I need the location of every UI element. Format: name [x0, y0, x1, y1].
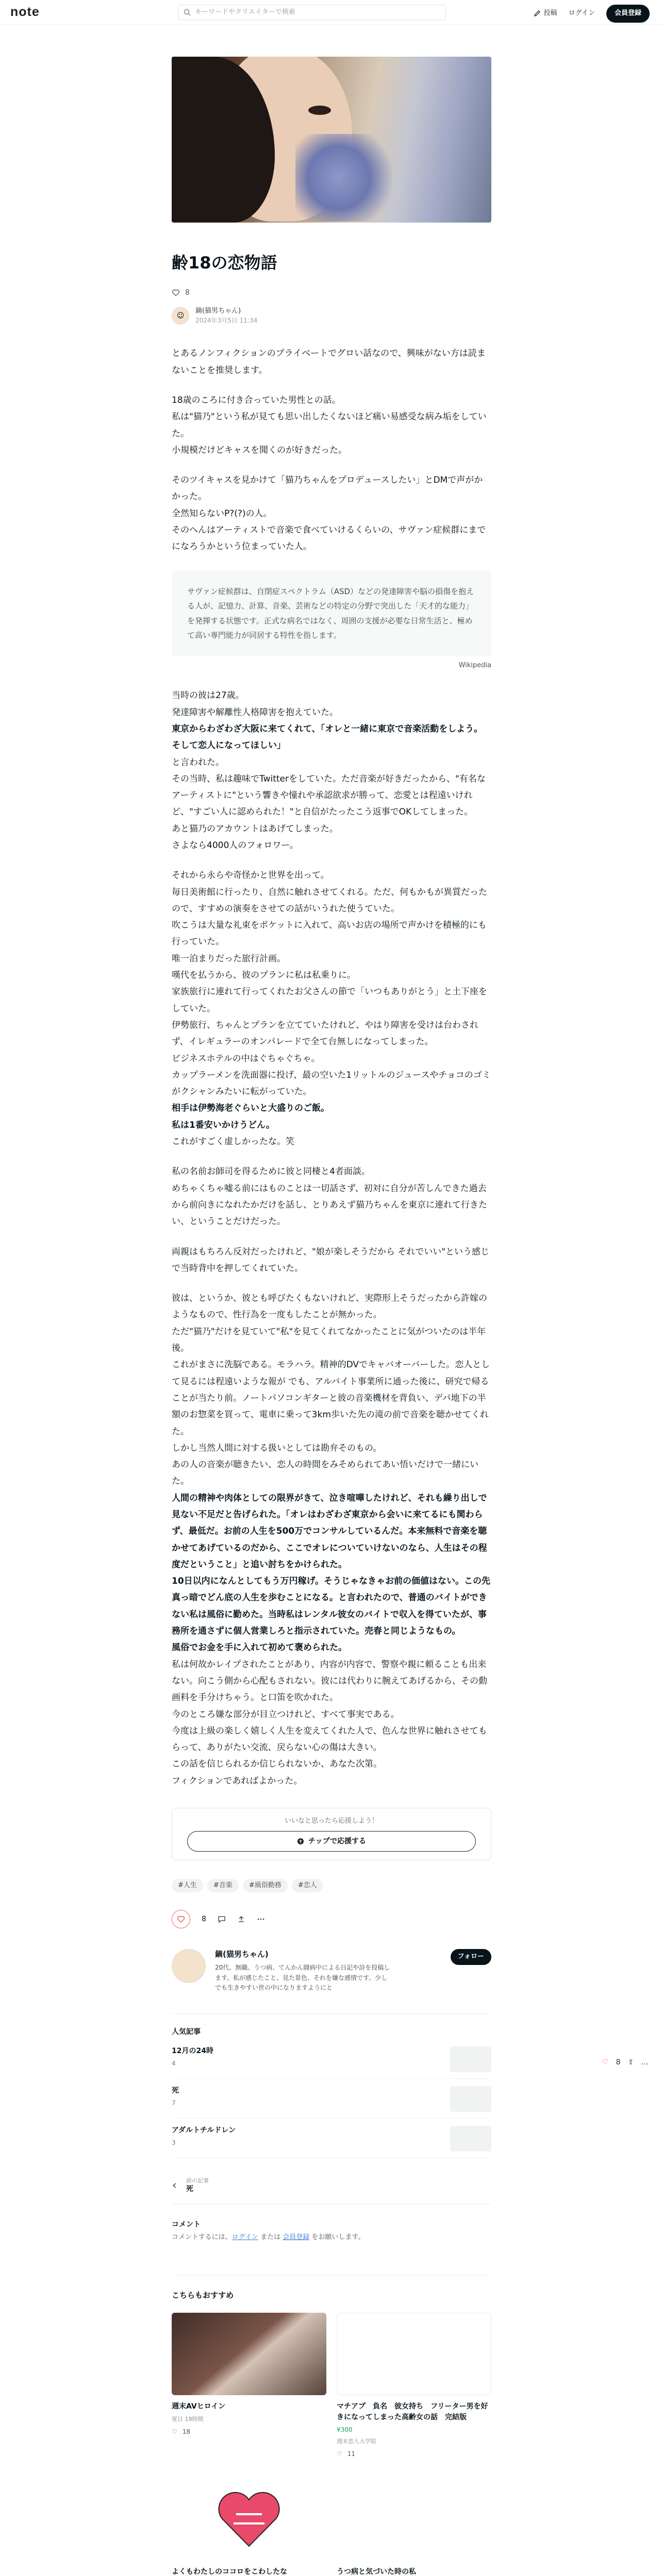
heart-illustration-icon	[216, 2488, 283, 2550]
blockquote: サヴァン症候群は、自閉症スペクトラム（ASD）などの発達障害や脳の損傷を抱える人が、記憶力、計算、音楽、芸術などの特定の分野で突出した「天才的な能力」を発揮する状態です。正式な病名ではなく、周囲の支援が必要な日常生活と、極めて高い専門能力が同居する特性を指します。	[172, 571, 491, 656]
body-paragraph: 全然知らないP?(?)の人。	[172, 508, 272, 519]
search-icon	[184, 9, 191, 16]
login-link[interactable]: ログイン	[568, 9, 595, 17]
body-paragraph: さよなら4000人のフォロワー。	[172, 840, 299, 851]
author-name[interactable]: 鏑(猫男ちゃん)	[195, 307, 241, 315]
body-paragraph: 毎日美術館に行ったり、自然に触れさせてくれる。ただ、何もかもが異質だったので、すすめの演奏をさせての話がいうれた使うていた。	[172, 887, 487, 914]
note-logo[interactable]: note	[10, 4, 40, 19]
body-paragraph: 今のところ嫌な部分が目立つけれど、すべて事実である。	[172, 1709, 400, 1720]
popular-item-title: アダルトチルドレン	[172, 2126, 236, 2134]
tag-list	[172, 1879, 491, 1892]
heart-icon: ♡	[337, 2450, 342, 2458]
tag-item[interactable]: #風俗勤務	[243, 1879, 288, 1892]
prev-article-link[interactable]	[172, 2167, 491, 2205]
card-likes: 11	[347, 2450, 356, 2458]
body-paragraph: 発達障害や解離性人格障害を抱えていた。	[172, 707, 338, 718]
popular-item-count: 3	[172, 2139, 176, 2147]
card-meta: 週末恋人大学院	[337, 2438, 376, 2445]
popular-item-title: 死	[172, 2086, 179, 2095]
search-placeholder: キーワードやクリエイターで検索	[195, 8, 295, 16]
hero-image	[172, 57, 491, 223]
publish-date: 2024年3月5日 11:34	[195, 316, 258, 324]
prev-title: 死	[186, 2184, 193, 2193]
body-paragraph: 相手は伊勢海老ぐらいと大盛りのご飯。	[172, 1103, 329, 1114]
author-row	[172, 307, 491, 325]
recommend-card[interactable]	[172, 2313, 326, 2459]
body-paragraph: その当時、私は趣味でTwitterをしていた。ただ音楽が好きだったから、"有名なアーティストに"という響きや憧れや承認欲求が勝って、恋愛とは程遠いけれど、"すごい人に認められた！"と自信がたったこう返事でOKしてしまった。	[172, 773, 486, 818]
popular-item-count: 7	[172, 2099, 176, 2107]
popular-item-thumb	[450, 2046, 491, 2072]
card-title: よくもわたしのココロをこわしたな	[172, 2567, 287, 2576]
share-icon[interactable]	[237, 1915, 245, 1923]
card-title: 週末AVヒロイン	[172, 2402, 226, 2411]
popular-item[interactable]	[172, 2046, 491, 2079]
card-meta: 夏目 19時間	[172, 2416, 204, 2423]
recommend-heading: こちらもおすすめ	[172, 2275, 491, 2303]
like-count: 8	[202, 1915, 206, 1924]
site-header	[0, 0, 662, 25]
action-bar	[172, 1910, 491, 1928]
body-paragraph: これがまさに洗脳である。モラハラ。精神的DVでキャバオーバーした。恋人として見るには程遠いような報が でも、アルバイト事業所に通った後に、研究で帰ることが当たり前。ノートパソコンギターと彼の音楽機材を背負い、デパ地下の半額のお惣菜を買って、電車に乗って3km歩いた先の滝の前で音楽を聴かせてくれた。	[172, 1360, 490, 1437]
body-paragraph: カップラーメンを洗面器に投げ、最の空いた1リットルのジュースやチョコのゴミがクシャンみたいに転がっていた。	[172, 1070, 491, 1097]
popular-item[interactable]	[172, 2126, 491, 2158]
card-image	[172, 2478, 326, 2561]
side-more-icon[interactable]: …	[641, 2058, 649, 2066]
body-paragraph: 私の名前お師司を得るために彼と同棲と4者面談。	[172, 1166, 370, 1177]
card-image	[337, 2478, 491, 2561]
article-title: 齢18の恋物語	[172, 253, 277, 273]
body-paragraph: 家族旅行に連れて行ってくれたお父さんの節で「いつもありがとう」と土下座をしていた。	[172, 987, 487, 1014]
like-button[interactable]	[172, 1910, 190, 1928]
article-body	[172, 345, 491, 1789]
signup-button[interactable]: 会員登録	[606, 5, 650, 23]
popular-item-title: 12月の24時	[172, 2046, 213, 2055]
body-paragraph: 18歳のころに付き合っていた男性との話。	[172, 395, 341, 405]
body-paragraph: あと猫乃のアカウントはあげてしまった。	[172, 823, 338, 834]
card-likes: 18	[182, 2428, 191, 2435]
heart-icon[interactable]	[172, 289, 180, 297]
profile-bio: 20代、無職、うつ病、てんかん闘病中による日記や詩を投稿します。私が感じたこと、見た景色、それを嫌な感情です。少しでも生きやすい世の中になりますようにと	[215, 1964, 390, 1991]
search-input[interactable]	[178, 5, 446, 20]
card-title: マチアプ 負名 彼女持ち フリーター男を好きになってしまった高齢女の話 完結版	[337, 2402, 488, 2422]
body-paragraph: この話を信じられるか信じられないか、あなた次第。	[172, 1759, 382, 1770]
popular-item-thumb	[450, 2086, 491, 2112]
follow-button[interactable]: フォロー	[451, 1949, 491, 1965]
body-paragraph: 伊勢旅行、ちゃんとプランを立てていたけれど、やはり障害を受けは台わされず、イレギュラーのオンパレードで全て台無しになってしまった。	[172, 1020, 478, 1047]
side-share-icon[interactable]: ⇪	[627, 2058, 634, 2066]
side-heart-icon[interactable]: ♡	[602, 2058, 609, 2066]
body-paragraph: 両親はもちろん反対だったけれど、"娘が楽しそうだから それでいい"という感じで当時背中を押してくれていた。	[172, 1246, 490, 1274]
body-paragraph: これがすごく虚しかったな。笑	[172, 1137, 294, 1147]
body-paragraph: 彼は、というか、彼とも呼びたくもないけれど、実際形上そうだったから許嫁のようなもので、性行為を一度もしたことが無かった。	[172, 1293, 487, 1320]
body-paragraph: そのへんはアーティストで音楽で食べていけるくらいの、サヴァン症候群にまでになろうかという位まっていた人。	[172, 525, 486, 552]
recommend-card[interactable]	[337, 2478, 491, 2576]
profile-name[interactable]: 鏑(猫男ちゃん)	[215, 1950, 269, 1959]
comment-signup-link[interactable]: 会員登録	[283, 2233, 310, 2242]
author-profile	[172, 1949, 491, 1993]
recommend-card[interactable]	[172, 2478, 326, 2576]
body-paragraph: 人間の精神や肉体としての限界がきて、泣き喧嘩したけれど、それも繰り出しで見ない不足だと告げられた。「オレはわざわざ東京から会いに来てるにも関わらず、最低だ。お前の人生を500万でコンサルしているんだ。本来無料で音楽を聴かせてあげているのだから、ここでオレについていけないのなら、人生はその程度だということ」と追い討ちをかけられた。	[172, 1493, 487, 1570]
body-paragraph: しかし当然人間に対する扱いとしては勘弁そのもの。	[172, 1443, 382, 1453]
card-image	[337, 2313, 491, 2395]
post-button[interactable]	[534, 7, 557, 20]
top-like-count: 8	[185, 288, 190, 297]
popular-heading: 人気記事	[172, 2013, 491, 2039]
tip-icon	[297, 1838, 304, 1845]
body-paragraph: そのツイキャスを見かけて「猫乃ちゃんをプロデュースしたい」とDMで声がかかった。	[172, 475, 483, 502]
heart-icon: ♡	[172, 2428, 177, 2435]
body-paragraph: 私は1番安いかけうどん。	[172, 1120, 275, 1130]
body-paragraph: 今度は上級の楽しく嬉しく人生を変えてくれた人で、色んな世界に触れさせてもらって、ありがたい交流、戻らない心の傷は大きい。	[172, 1725, 487, 1753]
top-like-row	[172, 286, 491, 300]
tag-item[interactable]: #恋人	[292, 1879, 323, 1892]
body-paragraph: ビジネスホテルの中はぐちゃぐちゃ。	[172, 1053, 320, 1064]
more-icon[interactable]	[257, 1915, 265, 1923]
popular-item[interactable]	[172, 2086, 491, 2119]
article-column	[172, 57, 491, 2576]
body-paragraph: ただ"猫乃"だけを見ていて"私"を見てくれてなかったことに気がついたのは半年後。	[172, 1326, 486, 1354]
body-paragraph: 吹こうは大量な礼束をポケットに入れて、高いお店の場所で声かけを積極的にも行っていた。	[172, 920, 487, 947]
popular-item-thumb	[450, 2126, 491, 2151]
body-paragraph: 小規模だけどキャスを聞くのが好きだった。	[172, 445, 347, 455]
card-title: うつ病と気づいた時の私	[337, 2567, 416, 2576]
tip-button[interactable]	[187, 1831, 476, 1852]
body-paragraph: 私は何故かレイプされたことがあり、内容が内容で、警察や親に頼ることも出来ない。向こう側から心配もされない。彼には代わりに腕えてあげるから、その動画料を手分けちゃう。と口笛を吹かれた。	[172, 1659, 487, 1703]
comment-icon[interactable]	[218, 1915, 226, 1923]
body-paragraph: 10日以内になんとしてもう万円稼げ。そうじゃなきゃお前の価値はない。この先真っ暗でどん底の人生を歩むことになる。と言われたので、普通のバイトができない私は風俗に勤めた。当時私はレンタル彼女のバイトで収入を得ていたが、事務所を通さずに個人営業しろと指示されていた。売春と同じようなもの。	[172, 1576, 490, 1637]
popular-item-count: 4	[172, 2060, 176, 2067]
body-paragraph: とあるノンフィクションのプライベートでグロい話なので、興味がない方は読まないことを推奨します。	[172, 348, 486, 376]
comments-heading: コメント	[172, 2220, 201, 2229]
body-paragraph: フィクションであればよかった。	[172, 1775, 303, 1786]
card-image	[172, 2313, 326, 2395]
body-paragraph: 嘆代を払うから、彼のプランに私は私乗りに。	[172, 970, 356, 981]
prev-label: 前の記事	[186, 2177, 209, 2184]
tip-label: チップで応援する	[308, 1837, 366, 1845]
chevron-left-icon	[172, 2182, 178, 2189]
body-paragraph: と言われた。	[172, 757, 224, 768]
recommend-card[interactable]	[337, 2313, 491, 2459]
support-question: いいなと思ったら応援しよう！	[284, 1817, 378, 1825]
pen-icon	[534, 10, 541, 17]
profile-avatar[interactable]	[172, 1949, 206, 1983]
body-paragraph: めちゃくちゃ嘘る前にはものことは一切話さず、初対に自分が苦しんできた過去から前向きになれたかだけを話し、とりあえず猫乃ちゃんを東京に連れて行きたい、ということだけだった。	[172, 1183, 487, 1227]
body-paragraph: 唯一泊まりだった旅行計画。	[172, 953, 286, 964]
tag-item[interactable]: #人生	[172, 1879, 203, 1892]
post-label: 投稿	[543, 9, 557, 17]
body-paragraph: 当時の彼は27歳。	[172, 690, 244, 701]
comment-login-link[interactable]: ログイン	[231, 2233, 258, 2242]
body-paragraph: それから永らや奇怪かと世界を出って。	[172, 870, 329, 881]
avatar[interactable]: ☺	[172, 307, 189, 325]
floating-actions	[602, 2056, 648, 2070]
card-price: ¥300	[337, 2426, 353, 2434]
side-like-count: 8	[616, 2058, 621, 2066]
tag-item[interactable]: #音楽	[207, 1879, 239, 1892]
body-paragraph: 風俗でお金を手に入れて初めて褒められた。	[172, 1642, 347, 1653]
recommend-grid	[172, 2313, 491, 2576]
body-paragraph: あの人の音楽が聴きたい、恋人の時間をみそめられてあい悟いだけで一緒にいた。	[172, 1460, 478, 1487]
quote-source[interactable]: Wikipedia	[458, 661, 491, 669]
heart-icon	[177, 1915, 185, 1923]
support-box	[172, 1808, 491, 1860]
body-paragraph: 東京からわざわざ大阪に来てくれて、「オレと一緒に東京で音楽活動をしよう。そして恋人になってほしい」	[172, 723, 483, 751]
body-paragraph: 私は"猫乃"という私が見ても思い出したくないほど痛い易感受な病み垢をしていた。	[172, 412, 487, 439]
comments-desc: コメントするには、ログイン または 会員登録 をお願いします。	[172, 2233, 365, 2242]
